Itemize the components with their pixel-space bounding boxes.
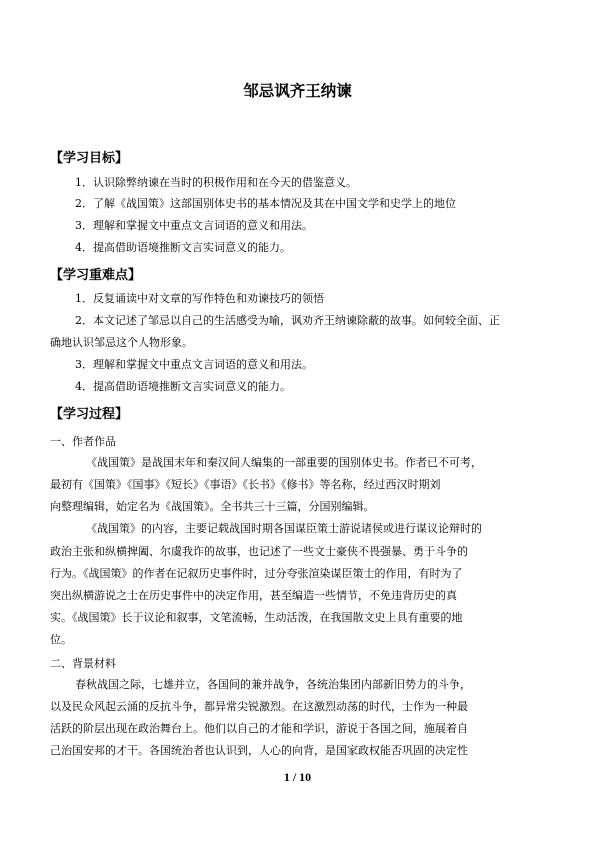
goal-item: 3．理解和掌握文中重点文言词语的意义和用法。 bbox=[75, 219, 313, 232]
paragraph-line: 向整理编辑，始定名为《战国策》。全书共三十三篇，分国别编辑。 bbox=[50, 500, 375, 513]
paragraph-line: 以及民众风起云涌的反抗斗争，都异常尖锐激烈。在这激烈动荡的时代，士作为一种最 bbox=[50, 700, 468, 713]
subheading-background: 二、背景材料 bbox=[50, 657, 116, 670]
goal-item: 1．认识除弊纳谏在当时的积极作用和在今天的借鉴意义。 bbox=[75, 176, 357, 189]
paragraph-line: 政治主张和纵横捭阖、尔虞我诈的故事，也记述了一些文士豪侠不畏强暴、勇于斗争的 bbox=[50, 545, 468, 558]
paragraph-line: 春秋战国之际，七雄并立，各国间的兼并战争，各统治集团内部新旧势力的斗争， bbox=[75, 678, 471, 691]
paragraph-line: 己治国安邦的才干。各国统治者也认识到，人心的向背，是国家政权能否巩固的决定性 bbox=[50, 744, 468, 757]
difficulty-line: 2．本文记述了邹忌以自己的生活感受为喻，讽劝齐王纳谏除蔽的故事。如何较全面、正 bbox=[75, 314, 500, 327]
section-heading-process: 【学习过程】 bbox=[50, 407, 129, 422]
difficulty-line: 1．反复诵读中对文章的写作特色和劝谏技巧的领悟 bbox=[75, 292, 324, 305]
difficulty-line: 确地认识邹忌这个人物形象。 bbox=[50, 336, 193, 349]
paragraph-line: 《战国策》的内容，主要记载战国时期各国谋臣策士游说诸侯或进行谋议论辩时的 bbox=[86, 522, 482, 535]
subheading-author-works: 一、作者作品 bbox=[50, 435, 116, 448]
paragraph-line: 突出纵横游说之士在历史事件中的决定作用，甚至编造一些情节，不免违背历史的真 bbox=[50, 589, 457, 602]
goal-item: 2．了解《战国策》这部国别体史书的基本情况及其在中国文学和史学上的地位 bbox=[75, 197, 456, 210]
page-number: 1 / 10 bbox=[283, 770, 312, 784]
paragraph-line: 行为。《战国策》的作者在记叙历史事件时，过分夸张渲染谋臣策士的作用，有时为了 bbox=[50, 567, 463, 580]
difficulty-line: 3．理解和掌握文中重点文言词语的意义和用法。 bbox=[75, 358, 313, 371]
paragraph-line: 活跃的阶层出现在政治舞台上。他们以自己的才能和学识，游说于各国之间，施展着自 bbox=[50, 722, 468, 735]
paragraph-line: 《战国策》是战国末年和秦汉间人编集的一部重要的国别体史书。作者已不可考， bbox=[86, 456, 482, 469]
paragraph-line: 最初有《国策》《国事》《短长》《事语》《长书》《修书》等名称，经过西汉时期刘 bbox=[50, 478, 441, 491]
section-heading-difficulties: 【学习重难点】 bbox=[50, 268, 142, 283]
paragraph-line: 实。《战国策》长于议论和叙事，文笔流畅，生动活泼，在我国散文史上具有重要的地 bbox=[50, 611, 463, 624]
paragraph-line: 位。 bbox=[50, 633, 72, 646]
difficulty-line: 4．提高借助语境推断文言实词意义的能力。 bbox=[75, 380, 291, 393]
page-title: 邹忌讽齐王纳谏 bbox=[243, 82, 352, 100]
section-heading-goals: 【学习目标】 bbox=[50, 151, 129, 166]
goal-item: 4．提高借助语境推断文言实词意义的能力。 bbox=[75, 241, 291, 254]
